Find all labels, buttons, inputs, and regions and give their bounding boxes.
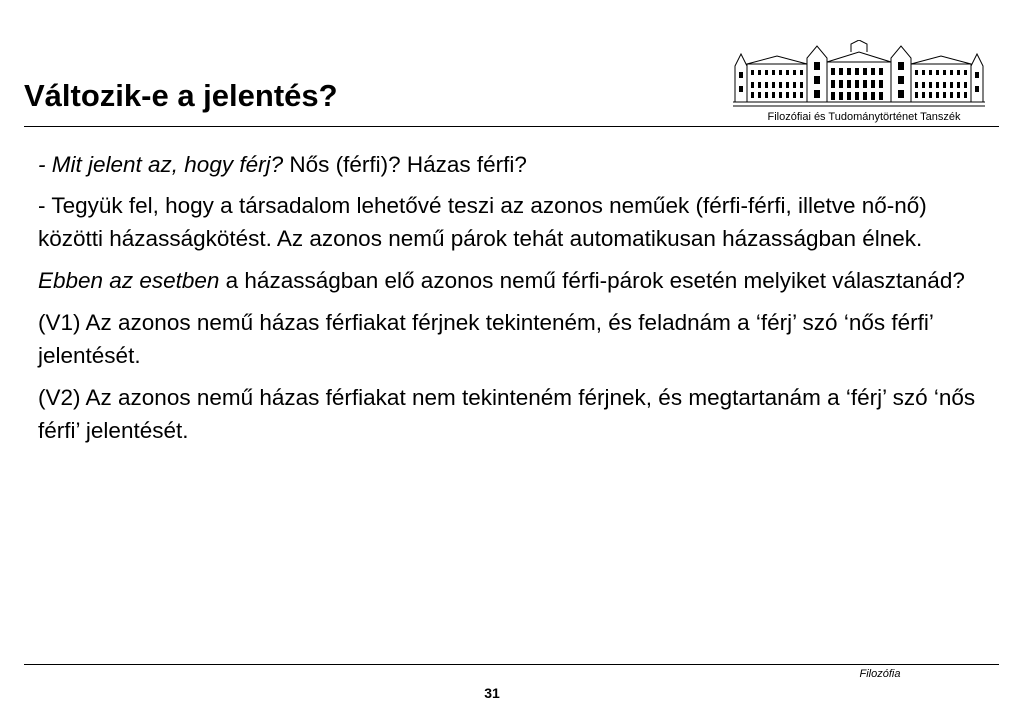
choice-rest: a házasságban elő azonos nemű férfi-párok esetén melyiket választanád?	[219, 268, 965, 293]
paragraph-question	[38, 148, 978, 181]
header-divider	[24, 126, 999, 127]
slide-title: Változik-e a jelentés?	[24, 78, 338, 113]
paragraph-option-v2: (V2) Az azonos nemű házas férfiakat nem tekinteném férjnek, és megtartanám a ‘férj’ szó ‘nős férfi’ jelentését.	[38, 385, 976, 443]
paragraph-choice	[38, 264, 978, 297]
department-name: Filozófiai és Tudománytörténet Tanszék	[767, 111, 961, 123]
slide-body	[38, 148, 978, 456]
question-rest: Nős (férfi)? Házas férfi?	[283, 152, 527, 177]
university-building-logo	[733, 40, 985, 108]
paragraph-assumption: - Tegyük fel, hogy a társadalom lehetővé teszi az azonos neműek (férfi-férfi, illetve nő-nő) közötti házasságkötést. Az azonos nemű párok tehát automatikusan házasságban élnek.	[38, 193, 927, 251]
footer-divider	[24, 664, 999, 665]
choice-italic: Ebben az esetben	[38, 268, 220, 293]
page-number: 31	[484, 685, 500, 701]
question-italic: - Mit jelent az, hogy férj?	[38, 152, 284, 177]
paragraph-option-v1: (V1) Az azonos nemű házas férfiakat férjnek tekinteném, és feladnám a ‘férj’ szó ‘nős férfi’ jelentését.	[38, 310, 934, 368]
footer-label: Filozófia	[859, 668, 901, 680]
